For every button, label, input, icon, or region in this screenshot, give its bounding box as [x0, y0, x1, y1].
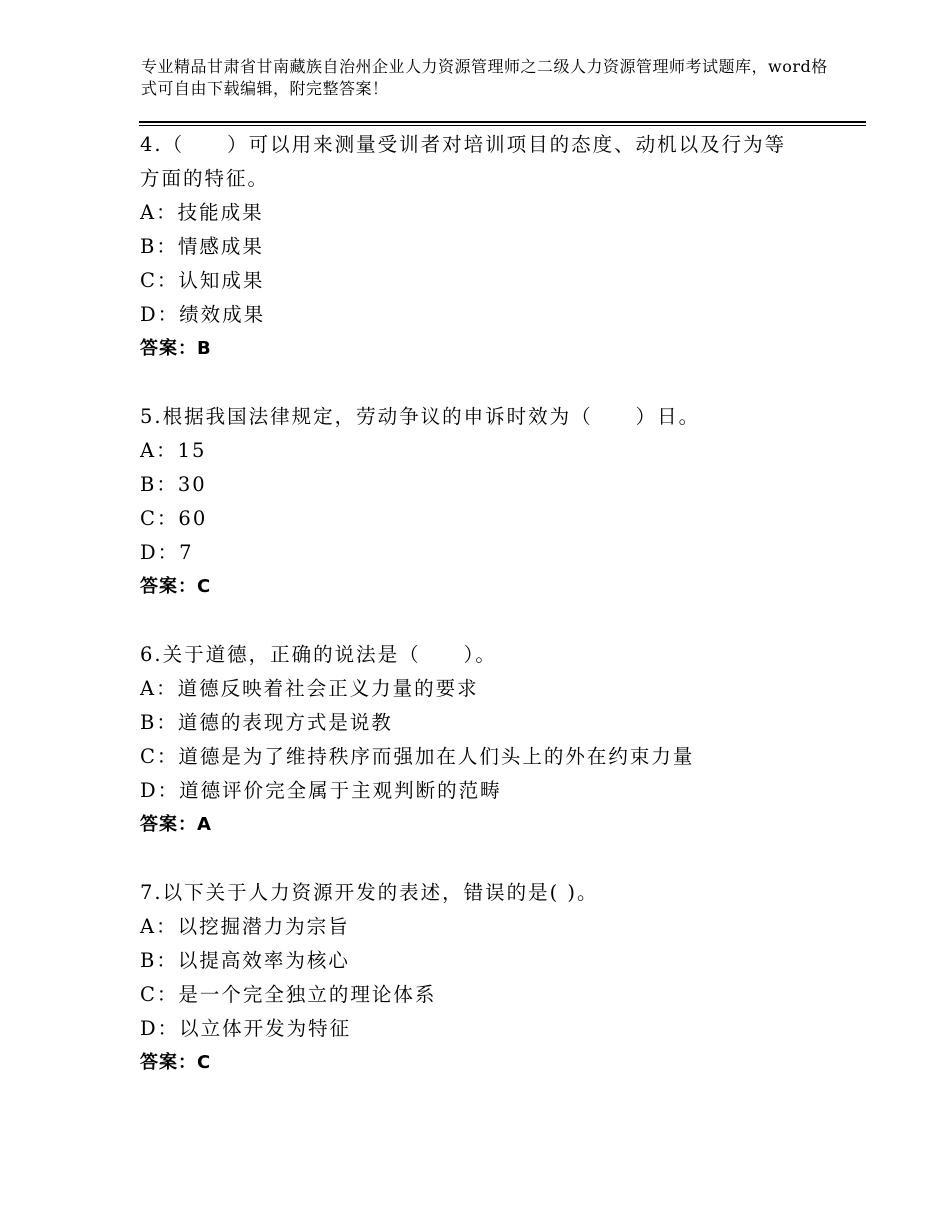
header-rule-thick [139, 121, 866, 123]
option-d: D：道德评价完全属于主观判断的范畴 [140, 779, 502, 802]
option-d: D：7 [140, 541, 194, 564]
answer-label: 答案：C [140, 1052, 212, 1073]
question-stem: 5.根据我国法律规定，劳动争议的申诉时效为（ ）日。 [140, 405, 701, 428]
question-stem: 7.以下关于人力资源开发的表述，错误的是( )。 [140, 881, 599, 904]
answer-label: 答案：B [140, 338, 212, 359]
option-a: A：道德反映着社会正义力量的要求 [140, 677, 479, 700]
option-b: B：30 [140, 473, 207, 496]
question-7 [140, 876, 860, 1080]
option-c: C：60 [140, 507, 208, 530]
question-4 [140, 128, 860, 366]
option-a: A：15 [140, 439, 207, 462]
header-rule-thin [139, 125, 866, 126]
option-b: B：道德的表现方式是说教 [140, 711, 393, 734]
option-c: C：是一个完全独立的理论体系 [140, 983, 437, 1006]
option-d: D：绩效成果 [140, 303, 266, 326]
option-a: A：技能成果 [140, 201, 264, 224]
question-stem: 6.关于道德，正确的说法是（ ）。 [140, 643, 497, 666]
question-list [140, 128, 860, 1080]
question-stem: 4.（ ）可以用来测量受训者对培训项目的态度、动机以及行为等方面的特征。 [140, 133, 787, 190]
option-d: D：以立体开发为特征 [140, 1017, 352, 1040]
answer-label: 答案：A [140, 814, 212, 835]
option-a: A：以挖掘潜力为宗旨 [140, 915, 350, 938]
option-c: C：道德是为了维持秩序而强加在人们头上的外在约束力量 [140, 745, 695, 768]
option-b: B：以提高效率为核心 [140, 949, 350, 972]
answer-label: 答案：C [140, 576, 212, 597]
document-header: 专业精品甘肃省甘南藏族自治州企业人力资源管理师之二级人力资源管理师考试题库，word格式可自由下载编辑，附完整答案！ [141, 57, 828, 98]
question-5 [140, 400, 860, 604]
option-b: B：情感成果 [140, 235, 264, 258]
option-c: C：认知成果 [140, 269, 265, 292]
question-6 [140, 638, 860, 842]
